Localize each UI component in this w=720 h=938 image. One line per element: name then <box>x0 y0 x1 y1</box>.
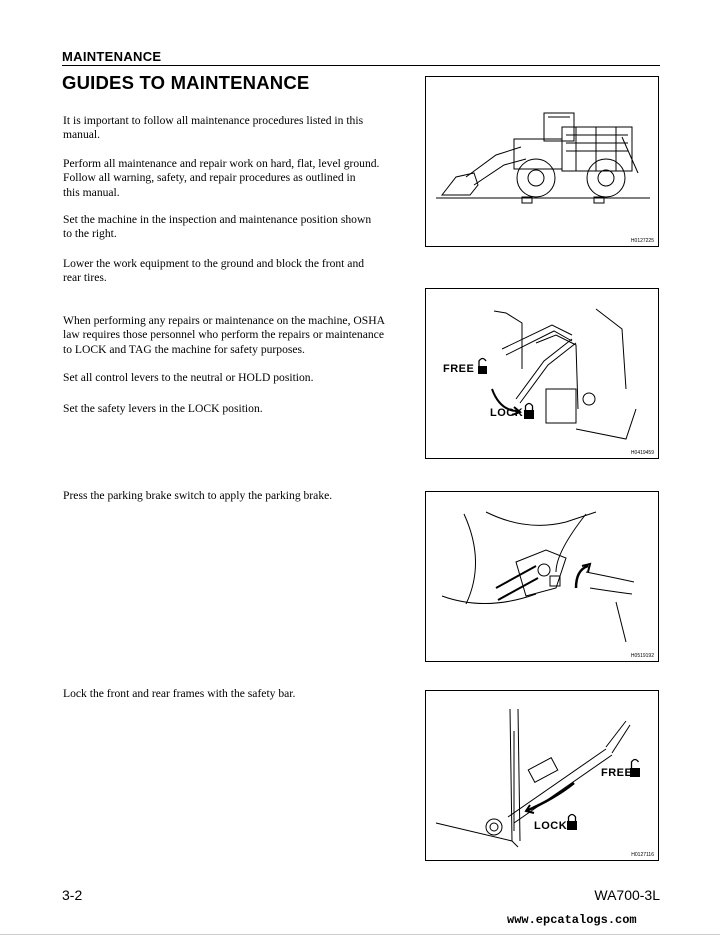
paragraph-safety-bar: Lock the front and rear frames with the safety bar. <box>63 687 296 700</box>
lock-icon <box>567 815 577 831</box>
figure-code: H0127225 <box>630 238 654 244</box>
paragraph-lower-equipment: Lower the work equipment to the ground and block the front and rear tires. <box>63 257 365 285</box>
paragraph-follow-procedures: It is important to follow all maintenance procedures listed in this manual. <box>63 114 364 142</box>
watermark-link[interactable]: www.epcatalogs.com <box>507 913 637 927</box>
page-number: 3-2 <box>62 887 83 903</box>
lock-label: LOCK <box>490 407 524 419</box>
figure-safety-bar <box>425 690 659 861</box>
figure-code: H0519192 <box>630 653 654 659</box>
free-lock-icon <box>478 359 487 375</box>
parking-brake-illustration <box>426 492 660 663</box>
figure-safety-lever <box>425 288 659 459</box>
lock-icon <box>524 404 534 420</box>
figure-code: H0127116 <box>631 852 654 858</box>
header-rule <box>62 65 660 66</box>
paragraph-control-levers: Set all control levers to the neutral or HOLD position. <box>63 371 314 384</box>
paragraph-osha-lock-tag: When performing any repairs or maintenance on the machine, OSHA law requires those personnel who perform the repairs or maintenance to LOCK and TAG the machine for safety purposes. <box>63 314 385 356</box>
lock-label: LOCK <box>534 820 568 832</box>
page-title: GUIDES TO MAINTENANCE <box>62 72 310 93</box>
free-label: FREE <box>601 767 633 779</box>
paragraph-level-ground: Perform all maintenance and repair work on hard, flat, level ground. Follow all warning, safety, and repair procedures as outlined in this manual. <box>63 157 380 199</box>
figure-parking-brake <box>425 491 659 662</box>
figure-wheel-loader <box>425 76 659 247</box>
paragraph-safety-levers: Set the safety levers in the LOCK position. <box>63 402 263 415</box>
paragraph-parking-brake: Press the parking brake switch to apply the parking brake. <box>63 489 333 502</box>
section-label: MAINTENANCE <box>62 49 162 64</box>
model-name: WA700-3L <box>594 887 660 903</box>
figure-code: H0419459 <box>630 450 654 456</box>
wheel-loader-illustration <box>426 77 660 248</box>
bottom-rule <box>0 934 720 935</box>
free-label: FREE <box>443 363 475 375</box>
paragraph-inspection-position: Set the machine in the inspection and maintenance position shown to the right. <box>63 213 372 241</box>
